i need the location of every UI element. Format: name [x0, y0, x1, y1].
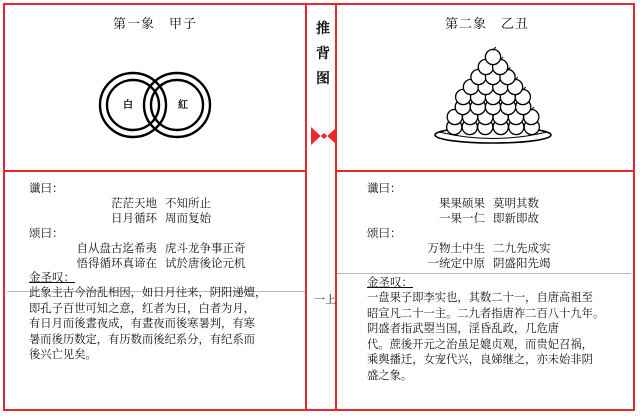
- commentary-line: 一盘果子即李实也，其数二十一，自唐高祖至: [367, 291, 593, 304]
- commentary-line: 即孔子百世可知之意，红者为日，白者为月，: [29, 301, 255, 315]
- jinshengtan-label: 金圣叹：: [29, 270, 75, 284]
- fruit: [485, 49, 500, 64]
- song-line: 一统定中原 阴盛阳先竭: [427, 256, 551, 270]
- commentary-line: 乘舆播迁，女宠代兴，良娣继之，亦未始非阴: [367, 353, 593, 366]
- page-number: 一上: [314, 293, 336, 306]
- chen-line: 一果一仁 即新即故: [439, 211, 539, 225]
- left-jinshengtan-section: [29, 270, 303, 363]
- two-rings-illustration: [95, 63, 215, 147]
- fruit-plate-illustration: [430, 35, 556, 147]
- commentary-line: 阴盛者指武曌当国，淫昏乱政，几危唐: [367, 322, 560, 335]
- chen-line: 茫茫天地 不知所止: [111, 196, 211, 210]
- ring-label-white: 白: [123, 100, 133, 111]
- chen-label: 谶曰：: [29, 181, 64, 195]
- song-line: 悟得循环真谛在 试於唐後论元机: [76, 256, 246, 270]
- right-panel-title: 第二象 乙丑: [445, 17, 530, 32]
- center-divider-right: [335, 5, 337, 409]
- commentary-line: 此象主古今治乱相因，如日月往来，阴阳递嬗，: [29, 286, 267, 299]
- left-panel-divider: [5, 170, 306, 172]
- right-jinshengtan-section: [367, 275, 633, 383]
- left-panel-title: 第一象 甲子: [113, 17, 198, 32]
- left-chen-section: [29, 181, 299, 271]
- ribbon-marker: [311, 123, 337, 149]
- chen-line: 日月循环 周而复始: [111, 211, 211, 225]
- commentary-line: 盛之象。: [367, 368, 413, 382]
- jinshengtan-label: 金圣叹：: [367, 275, 413, 289]
- commentary-line: 代。蔗後开元之治虽足媲贞观，而贵妃召祸，: [367, 337, 593, 351]
- right-panel-divider: [335, 170, 633, 172]
- commentary-line: 暑而後历数定，有历数而後纪系分，有纪系而: [29, 332, 255, 346]
- right-section-divider: [337, 273, 631, 274]
- song-line: 万物土中生 二九先成实: [427, 241, 551, 255]
- commentary-line: 後兴亡见矣。: [29, 348, 97, 361]
- chen-label: 谶曰：: [367, 181, 402, 195]
- ring-label-red: 紅: [178, 100, 188, 111]
- song-line: 自从盘古迄希夷 虎斗龙争事正奇: [76, 241, 246, 255]
- book-title-vertical: [311, 17, 335, 92]
- book-title-char: 图: [316, 71, 330, 87]
- chen-line: 果果硕果 莫明其数: [439, 196, 539, 210]
- song-label: 颂曰：: [29, 226, 64, 240]
- commentary-line: 有日月而後晝夜成，有晝夜而後寒暑判，有寒: [29, 317, 255, 330]
- song-label: 颂曰：: [367, 226, 402, 240]
- book-title-char: 背: [316, 46, 330, 62]
- center-divider-left: [305, 5, 307, 409]
- commentary-line: 昭宣凡二十一主。二九者指唐祚二百八十九年。: [367, 306, 605, 320]
- book-page: [3, 3, 635, 411]
- right-chen-section: [367, 181, 629, 271]
- book-title-char: 推: [316, 21, 330, 37]
